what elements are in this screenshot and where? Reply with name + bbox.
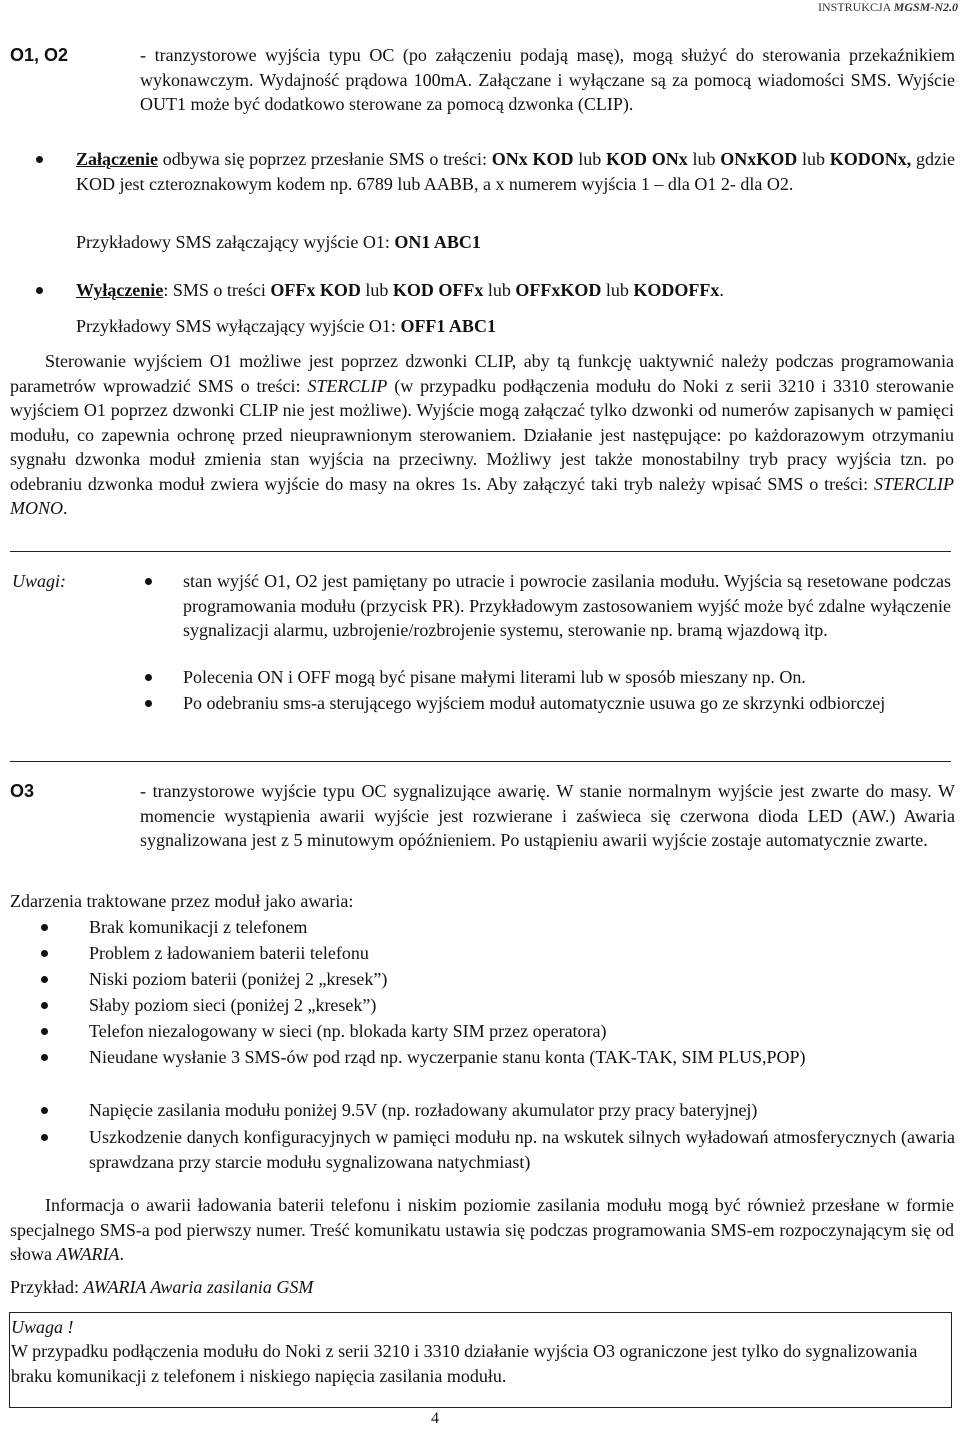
off-cmd-3: OFFxKOD: [515, 280, 602, 300]
info-text-1: Informacja o awarii ładowania baterii telefonu i niskim poziomie zasilania modułu mogą być również przesłane w formie specjalnego SMS-a pod pierwszy numer. Treść komunikatu ustawia się podczas programowania SMS-em rozpoczynającym się od słowa: [10, 1195, 954, 1264]
o3-label: O3: [10, 781, 35, 801]
off-text-1: : SMS o treści: [163, 280, 271, 300]
off-text-4: lub: [601, 280, 634, 300]
event-item: Słaby poziom sieci (poniżej 2 „kresek”): [89, 995, 377, 1015]
event-item: Niski poziom baterii (poniżej 2 „kresek”): [89, 969, 388, 989]
on-cmd-1: ONx KOD: [491, 149, 574, 169]
o12-label: O1, O2: [10, 45, 69, 65]
bullet-icon: [41, 1054, 48, 1061]
off-example-code: OFF1 ABC1: [400, 316, 496, 336]
bullet-icon: [41, 1028, 48, 1035]
on-cmd-3: ONxKOD: [720, 149, 798, 169]
header-prefix: INSTRUKCJA: [817, 0, 894, 14]
header-model: MGSM-N2.0: [893, 0, 958, 14]
uwagi-label: Uwagi:: [12, 571, 66, 591]
o12-description: - tranzystorowe wyjścia typu OC (po załączeniu podają masę), mogą służyć do sterowania przekaźnikiem wykonawczym. Wydajność prądowa 100mA. Załączane i wyłączane są za pomocą wiadomości SMS. Wyjście OUT1 może być dodatkowo sterowane za pomocą dzwonka (CLIP).: [140, 45, 955, 114]
note-title: Uwaga !: [11, 1317, 74, 1337]
bullet-icon: [41, 976, 48, 983]
off-example-prefix: Przykładowy SMS wyłączający wyjście O1:: [76, 316, 401, 336]
o12-on-paragraph: [76, 147, 955, 196]
uwagi-item: Po odebraniu sms-a sterującego wyjściem moduł automatycznie usuwa go ze skrzynki odbiorczej: [183, 693, 886, 713]
running-header: [818, 0, 958, 14]
clip-text-3: .: [63, 498, 68, 518]
bullet-icon: [145, 674, 152, 681]
o12-off-paragraph: [76, 278, 955, 303]
on-text-3: lub: [687, 149, 721, 169]
off-title: Wyłączenie: [76, 280, 164, 300]
on-text-5: gdzie KOD jest czteroznakowym kodem np. 6789 lub AABB, a x numerem wyjścia 1 – dla O1 2- dla O2.: [76, 149, 955, 194]
on-text-2: lub: [573, 149, 607, 169]
bullet-icon: [145, 700, 152, 707]
on-title: Załączenie: [76, 149, 158, 169]
bullet-icon: [41, 924, 48, 931]
off-text-5: .: [719, 280, 724, 300]
off-cmd-1: OFFx KOD: [270, 280, 361, 300]
info-example-prefix: Przykład:: [10, 1277, 84, 1297]
clip-cmd-2: STERCLIP MONO: [10, 473, 954, 518]
bullet-icon: [41, 1134, 48, 1141]
clip-text-2: (w przypadku podłączenia modułu do Noki z serii 3210 i 3310 sterowanie wyjściem O1 poprzez dzwonki CLIP nie jest możliwe). Wyjście mogą załączać tylko dzwonki od numerów zapisanych w pamięci modułu, co zapewnia ochronę przed nieuprawnionym sterowaniem. Działanie jest następujące: po każdorazowym otrzymaniu sygnału dzwonka moduł zmienia stan wyjścia na przeciwny. Możliwy jest także monostabilny tryb pracy wyjścia tzn. po odebraniu dzwonka moduł zwiera wyjście do masy na okres 1s. Aby załączyć taki tryb należy wpisać SMS o treści:: [10, 375, 954, 494]
note-text: W przypadku podłączenia modułu do Noki z serii 3210 i 3310 działanie wyjścia O3 ograniczone jest tylko do sygnalizowania braku komunikacji z telefonem i niskiego napięcia zasilania modułu.: [11, 1341, 918, 1386]
on-text-1: odbywa się poprzez przesłanie SMS o treści:: [157, 149, 492, 169]
uwagi-item: Polecenia ON i OFF mogą być pisane małymi literami lub w sposób mieszany np. On.: [183, 667, 806, 687]
on-cmd-4: KODONx,: [829, 149, 912, 169]
on-example-code: ON1 ABC1: [394, 232, 481, 252]
on-text-4: lub: [797, 149, 830, 169]
off-text-2: lub: [360, 280, 393, 300]
clip-text-1: Sterowanie wyjściem O1 możliwe jest poprzez dzwonki CLIP, aby tą funkcję uaktywnić należy podczas programowania parametrów wprowadzić SMS o treści:: [10, 351, 954, 396]
off-cmd-4: KODOFFx: [633, 280, 720, 300]
o3-description: - tranzystorowe wyjście typu OC sygnalizujące awarię. W stanie normalnym wyjście jest zwarte do masy. W momencie wystąpienia awarii wyjście jest rozwierane i zaświeca się czerwona dioda LED (AW.) Awaria sygnalizowana jest z 5 minutowym opóźnieniem. Po ustąpieniu awarii wyjście zostaje automatycznie zwarte.: [140, 781, 955, 850]
off-text-3: lub: [483, 280, 516, 300]
off-example: [76, 314, 496, 339]
event-item: Napięcie zasilania modułu poniżej 9.5V (np. rozładowany akumulator przy pracy bateryjnej): [89, 1100, 758, 1120]
off-cmd-2: KOD OFFx: [392, 280, 484, 300]
events-intro: Zdarzenia traktowane przez moduł jako awaria:: [10, 891, 354, 911]
info-keyword: AWARIA: [56, 1244, 120, 1264]
bullet-icon: [36, 156, 43, 163]
event-item: Telefon niezalogowany w sieci (np. blokada karty SIM przez operatora): [89, 1021, 607, 1041]
bullet-icon: [41, 1002, 48, 1009]
event-item: Nieudane wysłanie 3 SMS-ów pod rząd np. wyczerpanie stanu konta (TAK-TAK, SIM PLUS,POP): [89, 1047, 806, 1067]
event-item: Brak komunikacji z telefonem: [89, 917, 308, 937]
event-item: Problem z ładowaniem baterii telefonu: [89, 943, 369, 963]
bullet-icon: [41, 950, 48, 957]
on-example-prefix: Przykładowy SMS załączający wyjście O1:: [76, 232, 395, 252]
clip-paragraph: [10, 349, 954, 521]
on-cmd-2: KOD ONx: [606, 149, 688, 169]
divider: [10, 761, 951, 762]
info-text-2: .: [119, 1244, 125, 1264]
info-paragraph: [10, 1193, 954, 1267]
divider: [10, 551, 951, 552]
bullet-icon: [36, 287, 43, 294]
clip-cmd-1: STERCLIP: [307, 375, 388, 396]
info-example: [10, 1275, 313, 1300]
bullet-icon: [145, 578, 152, 585]
event-item: Uszkodzenie danych konfiguracyjnych w pamięci modułu np. na wskutek silnych wyładowań atmosferycznych (awaria sprawdzana przy starcie modułu sygnalizowana natychmiast): [89, 1127, 955, 1172]
page-number: 4: [431, 1410, 439, 1427]
info-example-text: AWARIA Awaria zasilania GSM: [83, 1277, 314, 1297]
uwagi-item: stan wyjść O1, O2 jest pamiętany po utracie i powrocie zasilania modułu. Wyjścia są resetowane podczas programowania modułu (przycisk PR). Przykładowym zastosowaniem wyjść może być zdalne wyłączenie sygnalizacji alarmu, uzbrojenie/rozbrojenie systemu, sterowanie np. bramą wjazdową itp.: [183, 571, 951, 640]
bullet-icon: [41, 1107, 48, 1114]
on-example: [76, 230, 481, 255]
